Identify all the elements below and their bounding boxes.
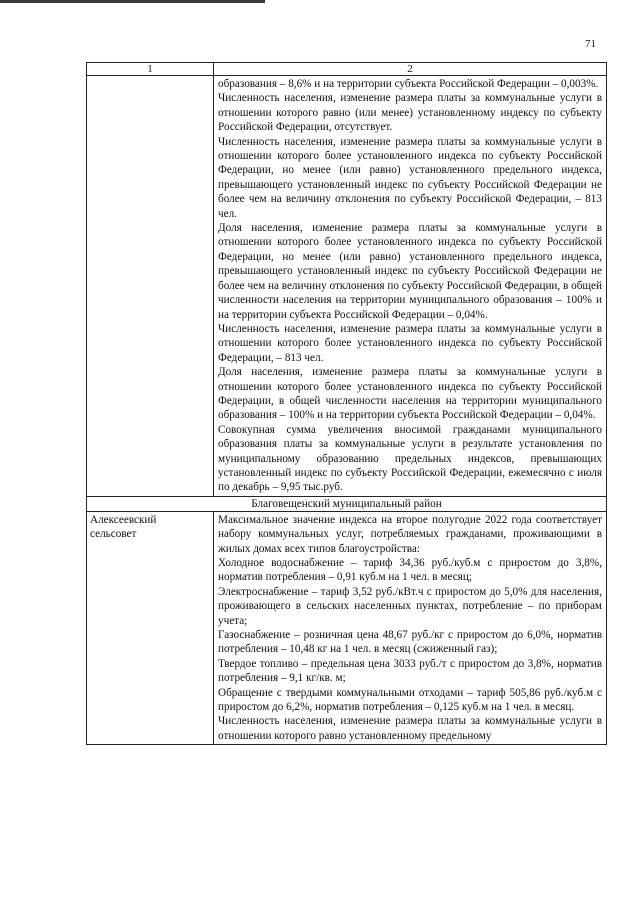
paragraph: Доля населения, изменение размера платы за коммунальные услуги в отношении которого более установленного индекса по субъекту Российской Федерации, но менее (или равно) установленного предельного индекса, превышающего установленный индекс по субъекту Российской Федерации не более чем на величину отклонения по субъекту Российской Федерации, в общей численности населения на территории муниципального образования – 100% и на территории субъекта Российской Федерации – 0,04%. <box>218 222 602 321</box>
paragraph: Обращение с твердыми коммунальными отходами – тариф 505,86 руб./куб.м с приростом до 6,2%, норматив потребления – 0,125 куб.м на 1 чел. в месяц. <box>218 686 602 714</box>
header-col-2: 2 <box>214 63 607 76</box>
paragraph: Совокупная сумма увеличения вносимой гражданами муниципального образования платы за коммунальные услуги в результате установления по муниципальному образованию предельных индексов, превышающих установленный индекс по субъекту Российской Федерации, ежемесячно с июля по декабрь – 9,95 тыс.руб. <box>218 423 602 494</box>
paragraph: Максимальное значение индекса на второе полугодие 2022 года соответствует набору коммунальных услуг, потребляемых гражданами, проживающими в жилых домах всех типов благоустройства: <box>218 513 602 555</box>
paragraph: Электроснабжение – тариф 3,52 руб./кВт.ч с приростом до 5,0% для населения, проживающего в сельских населенных пунктах, потребление – по приборам учета; <box>218 585 602 627</box>
row-label <box>87 511 214 745</box>
paragraph: Твердое топливо – предельная цена 3033 руб./т с приростом до 3,8%, норматив потребления – 9,1 кг/кв. м; <box>218 657 602 685</box>
paragraph: Численность населения, изменение размера платы за коммунальные услуги в отношении которого более установленного индекса по субъекту Российской Федерации, – 813 чел. <box>218 322 602 364</box>
district-row <box>87 496 607 511</box>
paragraph: Численность населения, изменение размера платы за коммунальные услуги в отношении которого равно (или менее) установленному индексу по субъекту Российской Федерации, отсутствует. <box>218 92 602 134</box>
row-label-line: сельсовет <box>90 528 137 541</box>
table-row <box>87 511 607 745</box>
paragraph: Численность населения, изменение размера платы за коммунальные услуги в отношении которого более установленного индекса по субъекту Российской Федерации, но менее (или равно) установленного предельного индекса, превышающего установленный индекс по субъекту Российской Федерации не более чем на величину отклонения по субъекту Российской Федерации, – 813 чел. <box>218 135 602 220</box>
paragraph: Холодное водоснабжение – тариф 34,36 руб./куб.м с приростом до 3,8%, норматив потребления – 0,91 куб.м на 1 чел. в месяц; <box>218 557 602 584</box>
district-title: Благовещенский муниципальный район <box>87 496 607 511</box>
row-content <box>214 511 607 745</box>
row-label-line: Алексеевский <box>90 513 157 526</box>
page-number: 71 <box>585 38 596 50</box>
paragraph: Численность населения, изменение размера платы за коммунальные услуги в отношении которого равно установленному предельному <box>218 715 602 742</box>
paragraph: Доля населения, изменение размера платы за коммунальные услуги в отношении которого более установленного индекса по субъекту Российской Федерации, в общей численности населения на территории муниципального образования – 100% и на территории субъекта Российской Федерации – 0,04%. <box>218 366 602 422</box>
paragraph: Газоснабжение – розничная цена 48,67 руб./кг с приростом до 6,0%, норматив потребления – 10,48 кг на 1 чел. в месяц (сжиженный газ); <box>218 629 602 656</box>
top-rule <box>0 0 265 3</box>
row-content <box>214 76 607 497</box>
paragraph: образования – 8,6% и на территории субъекта Российской Федерации – 0,003%. <box>218 78 599 90</box>
document-table <box>86 62 607 745</box>
header-col-1: 1 <box>87 63 214 76</box>
row-label-empty <box>87 76 214 497</box>
table-row <box>87 76 607 497</box>
table-header-row <box>87 63 607 76</box>
